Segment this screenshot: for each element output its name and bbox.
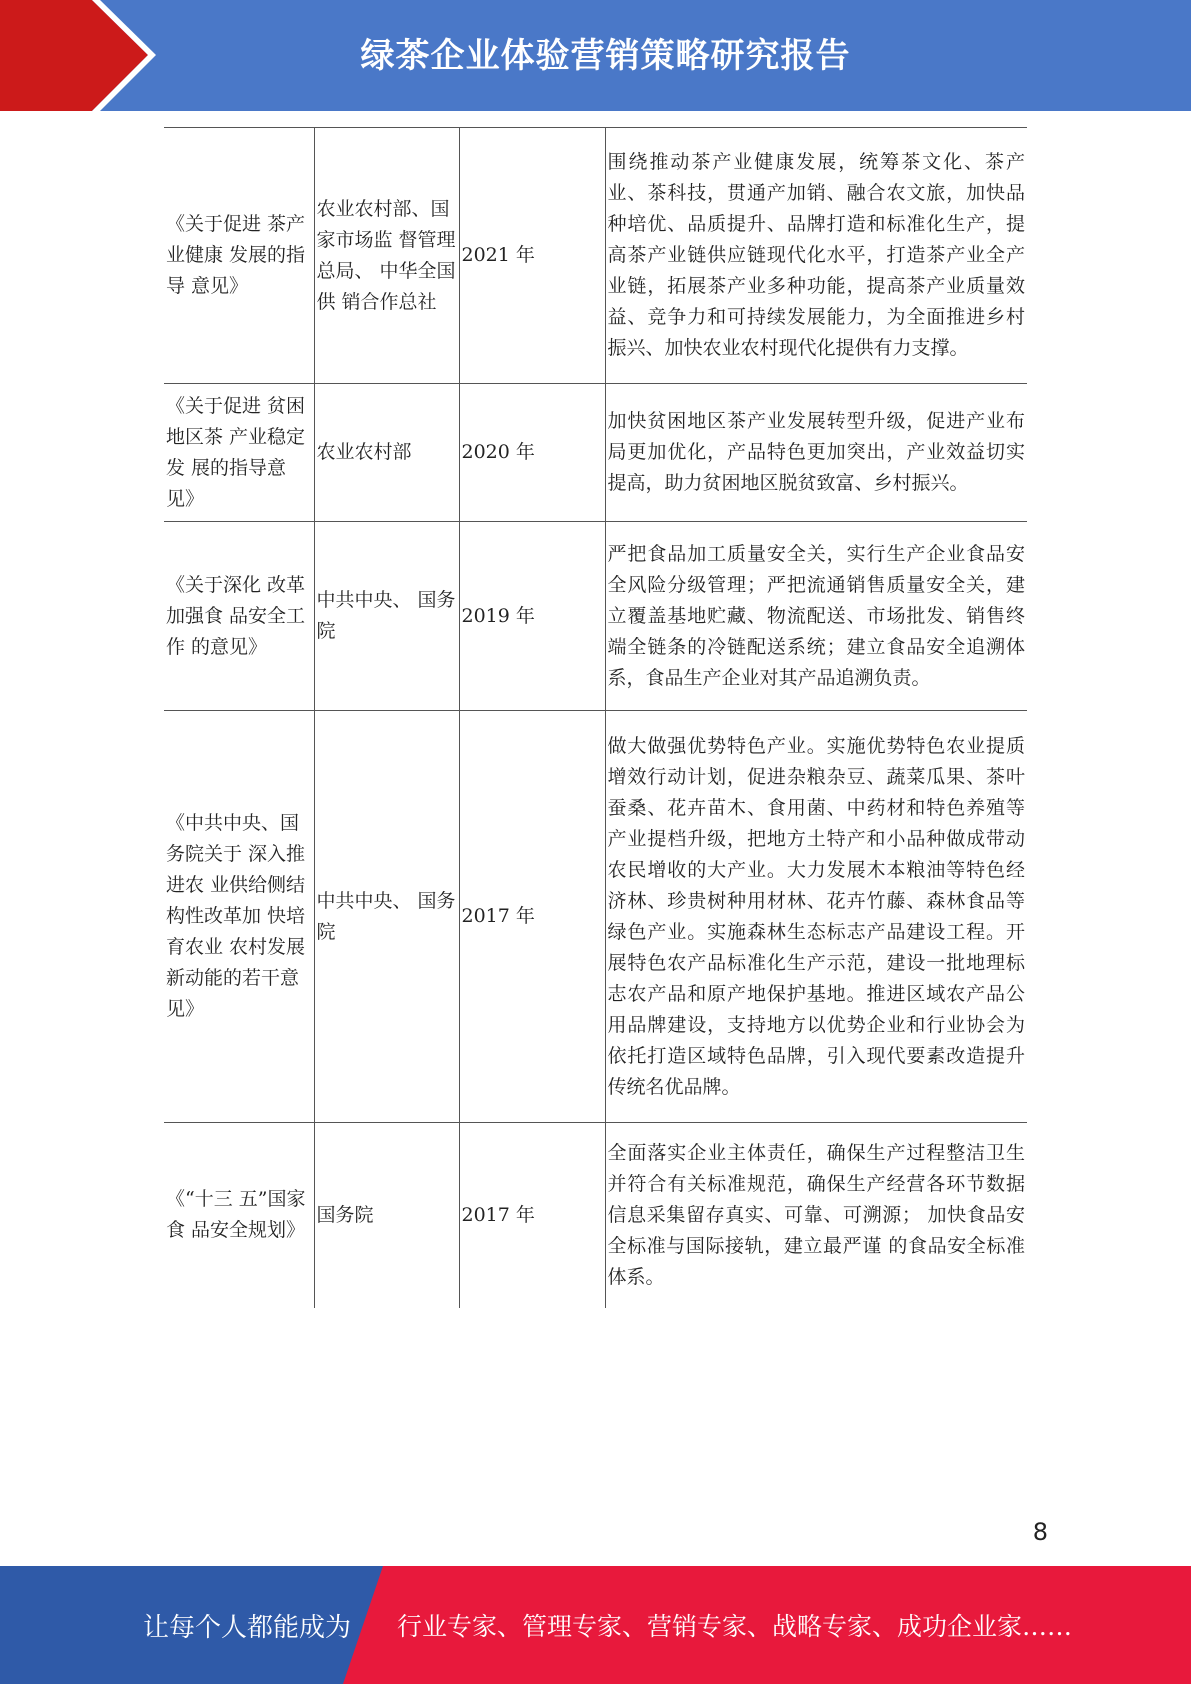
issuer-cell: 农业农村部、国家市场监 督管理总局、 中华全国供 销合作总社 [314, 128, 459, 384]
policy-table-wrapper [164, 127, 1027, 1308]
page-header [0, 0, 1191, 111]
page-footer [0, 1566, 1191, 1684]
policy-name-cell: 《关于促进 贫困地区茶 产业稳定发 展的指导意 见》 [164, 384, 314, 522]
year-cell: 2021 年 [459, 128, 605, 384]
content-cell: 做大做强优势特色产业。实施优势特色农业提质增效行动计划，促进杂粮杂豆、蔬菜瓜果、茶叶蚕桑、花卉苗木、食用菌、中药材和特色养殖等产业提档升级，把地方土特产和小品种做成带动农民增收的大产业。大力发展木本粮油等特色经济林、珍贵树种用材林、花卉竹藤、森林食品等绿色产业。实施森林生态标志产品建设工程。开展特色农产品标准化生产示范，建设一批地理标志农产品和原产地保护基地。推进区域农产品公用品牌建设，支持地方以优势企业和行业协会为依托打造区域特色品牌，引入现代要素改造提升传统名优品牌。 [605, 711, 1027, 1123]
table-row [164, 522, 1027, 711]
issuer-cell: 国务院 [314, 1123, 459, 1308]
table-row [164, 711, 1027, 1123]
year-cell: 2019 年 [459, 522, 605, 711]
footer-slogan-right: 行业专家、管理专家、营销专家、战略专家、成功企业家…… [397, 1612, 1073, 1641]
report-title: 绿茶企业体验营销策略研究报告 [360, 36, 851, 76]
issuer-cell: 中共中央、 国务院 [314, 522, 459, 711]
footer-slogan-left: 让每个人都能成为 [143, 1612, 352, 1643]
page-number: 8 [1032, 1518, 1048, 1546]
issuer-cell: 中共中央、 国务院 [314, 711, 459, 1123]
content-cell: 围绕推动茶产业健康发展，统筹茶文化、茶产业、茶科技，贯通产加销、融合农文旅，加快品种培优、品质提升、品牌打造和标准化生产，提高茶产业链供应链现代化水平，打造茶产业全产业链，拓展茶产业多种功能，提高茶产业质量效益、竞争力和可持续发展能力，为全面推进乡村振兴、加快农业农村现代化提供有力支撑。 [605, 128, 1027, 384]
content-cell: 加快贫困地区茶产业发展转型升级，促进产业布局更加优化，产品特色更加突出，产业效益切实提高，助力贫困地区脱贫致富、乡村振兴。 [605, 384, 1027, 522]
policy-table [164, 127, 1027, 1308]
policy-name-cell: 《中共中央、国务院关于 深入推进农 业供给侧结 构性改革加 快培育农业 农村发展新动能的若干意见》 [164, 711, 314, 1123]
year-cell: 2017 年 [459, 1123, 605, 1308]
issuer-cell: 农业农村部 [314, 384, 459, 522]
year-cell: 2020 年 [459, 384, 605, 522]
content-cell: 严把食品加工质量安全关，实行生产企业食品安全风险分级管理；严把流通销售质量安全关，建立覆盖基地贮藏、物流配送、市场批发、销售终端全链条的冷链配送系统；建立食品安全追溯体系，食品生产企业对其产品追溯负责。 [605, 522, 1027, 711]
table-row [164, 384, 1027, 522]
content-cell: 全面落实企业主体责任，确保生产过程整洁卫生并符合有关标准规范，确保生产经营各环节数据信息采集留存真实、可靠、可溯源； 加快食品安全标准与国际接轨，建立最严谨 的食品安全标准体系。 [605, 1123, 1027, 1308]
policy-name-cell: 《“十三 五”国家食 品安全规划》 [164, 1123, 314, 1308]
table-row [164, 128, 1027, 384]
table-row [164, 1123, 1027, 1308]
policy-name-cell: 《关于促进 茶产业健康 发展的指导 意见》 [164, 128, 314, 384]
policy-name-cell: 《关于深化 改革加强食 品安全工作 的意见》 [164, 522, 314, 711]
year-cell: 2017 年 [459, 711, 605, 1123]
